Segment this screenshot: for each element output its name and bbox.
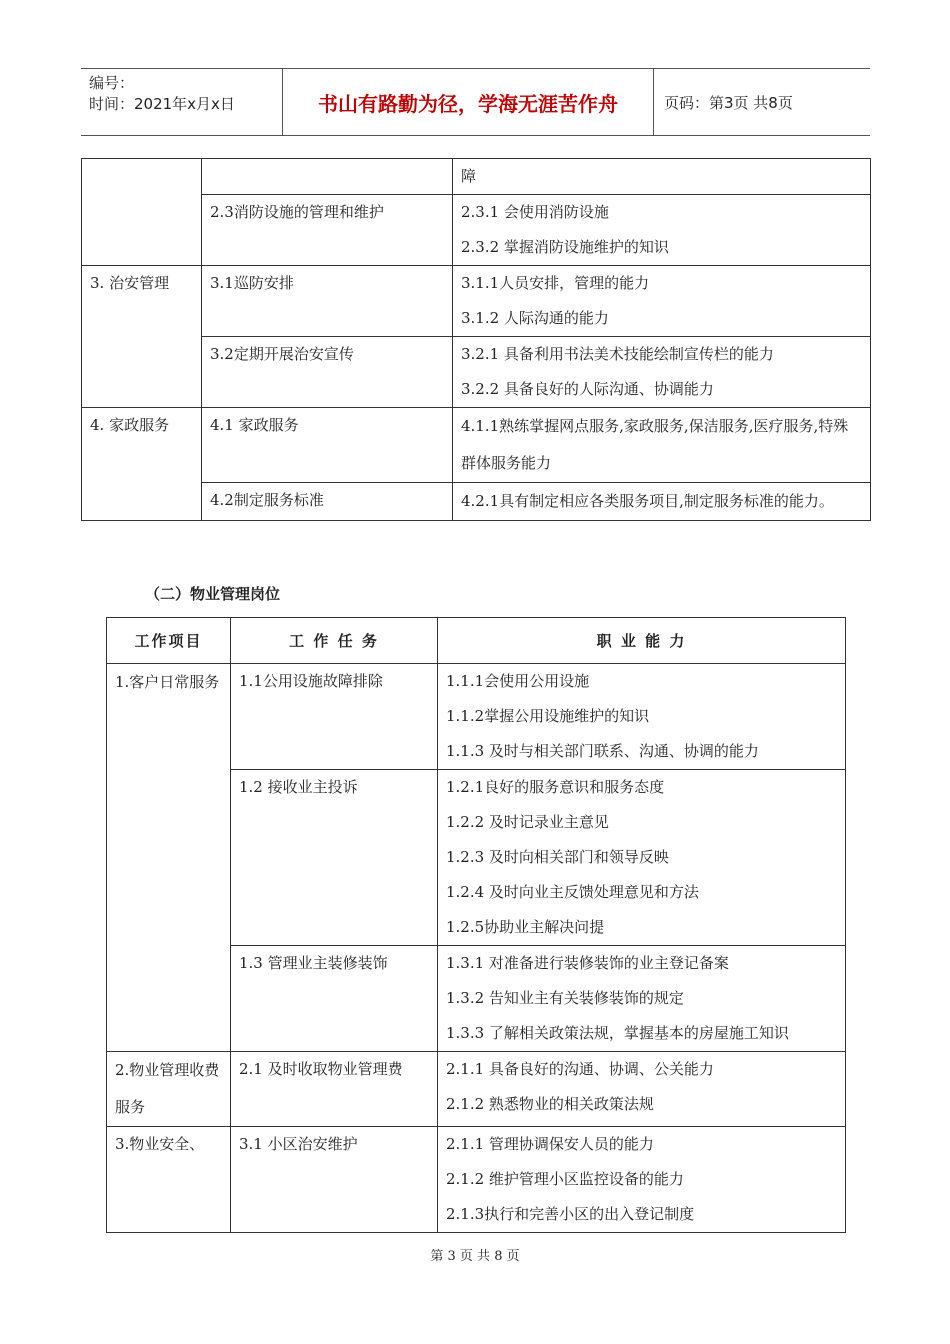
ability-cell: 2.1.1 管理协调保安人员的能力 2.1.2 维护管理小区监控设备的能力 2.1.3执行和完善小区的出入登记制度 xyxy=(438,1127,846,1233)
header-motto: 书山有路勤为径，学海无涯苦作舟 xyxy=(318,91,618,116)
task-cell: 2.3消防设施的管理和维护 xyxy=(202,195,453,266)
project-cell: 3.物业安全、 xyxy=(107,1127,231,1233)
ability-cell: 4.2.1具有制定相应各类服务项目,制定服务标准的能力。 xyxy=(453,483,871,521)
ability-cell: 障 xyxy=(453,159,871,195)
ability-cell: 3.2.1 具备利用书法美术技能绘制宣传栏的能力 3.2.2 具备良好的人际沟通、协调能力 xyxy=(453,337,871,408)
table-row xyxy=(107,664,846,770)
project-cell: 1.客户日常服务 xyxy=(107,664,231,1052)
ability-cell: 1.3.1 对准备进行装修装饰的业主登记备案 1.3.2 告知业主有关装修装饰的规定 1.3.3 了解相关政策法规，掌握基本的房屋施工知识 xyxy=(438,946,846,1052)
page-header xyxy=(81,68,870,136)
table-row xyxy=(107,1127,846,1233)
project-cell: 4. 家政服务 xyxy=(82,408,202,521)
table-header-row xyxy=(107,618,846,664)
ability-cell: 4.1.1熟练掌握网点服务,家政服务,保洁服务,医疗服务,特殊群体服务能力 xyxy=(453,408,871,483)
task-cell: 3.1巡防安排 xyxy=(202,266,453,337)
header-motto-cell xyxy=(282,69,654,135)
project-cell: 3. 治安管理 xyxy=(82,266,202,408)
section-title: （二）物业管理岗位 xyxy=(145,585,281,603)
ability-cell: 1.2.1良好的服务意识和服务态度 1.2.2 及时记录业主意见 1.2.3 及时向相关部门和领导反映 1.2.4 及时向业主反馈处理意见和方法 1.2.5协助业主解决问提 xyxy=(438,770,846,946)
task-cell: 1.1公用设施故障排除 xyxy=(231,664,438,770)
header-info xyxy=(81,69,282,135)
table-row xyxy=(107,1052,846,1127)
task-cell: 1.3 管理业主装修装饰 xyxy=(231,946,438,1052)
ability-cell: 2.3.1 会使用消防设施 2.3.2 掌握消防设施维护的知识 xyxy=(453,195,871,266)
ability-cell: 3.1.1人员安排，管理的能力 3.1.2 人际沟通的能力 xyxy=(453,266,871,337)
header-date: 时间：2021年x月x日 xyxy=(89,95,235,113)
competency-table-continued xyxy=(81,158,871,521)
task-cell: 3.1 小区治安维护 xyxy=(231,1127,438,1233)
header-ability: 职 业 能 力 xyxy=(438,618,846,664)
property-management-table xyxy=(106,617,846,1233)
task-cell: 3.2定期开展治安宣传 xyxy=(202,337,453,408)
task-cell: 4.2制定服务标准 xyxy=(202,483,453,521)
header-task: 工 作 任 务 xyxy=(231,618,438,664)
ability-cell: 1.1.1会使用公用设施 1.1.2掌握公用设施维护的知识 1.1.3 及时与相关部门联系、沟通、协调的能力 xyxy=(438,664,846,770)
task-cell: 4.1 家政服务 xyxy=(202,408,453,483)
header-number: 编号： xyxy=(89,74,135,92)
page-footer: 第 3 页 共 8 页 xyxy=(430,1249,520,1264)
table-row xyxy=(82,266,871,337)
project-cell xyxy=(82,159,202,266)
header-project: 工作项目 xyxy=(107,618,231,664)
task-cell: 1.2 接收业主投诉 xyxy=(231,770,438,946)
project-cell: 2.物业管理收费服务 xyxy=(107,1052,231,1127)
table-row xyxy=(82,159,871,195)
ability-cell: 2.1.1 具备良好的沟通、协调、公关能力 2.1.2 熟悉物业的相关政策法规 xyxy=(438,1052,846,1127)
task-cell xyxy=(202,159,453,195)
table-row xyxy=(82,408,871,483)
header-page-code: 页码：第3页 共8页 xyxy=(664,93,793,112)
task-cell: 2.1 及时收取物业管理费 xyxy=(231,1052,438,1127)
